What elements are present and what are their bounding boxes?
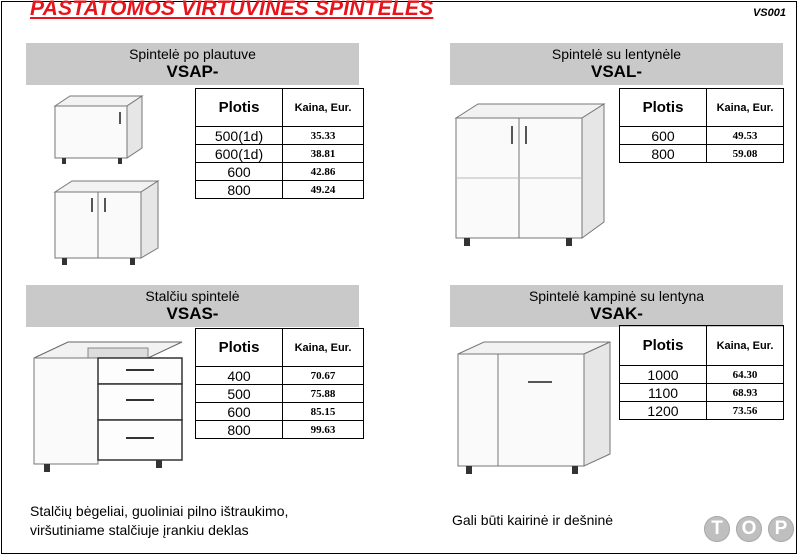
size-cell: 400	[196, 367, 283, 385]
price-cell: 73.56	[707, 402, 784, 420]
corner-cabinet-image	[454, 340, 614, 480]
drawers-note-line-1: Stalčių bėgeliai, guoliniai pilno ištraukimo,	[30, 503, 289, 519]
table-row	[620, 127, 784, 145]
column-header-size: Plotis	[196, 329, 283, 367]
price-cell: 49.53	[707, 127, 784, 145]
price-cell: 42.86	[283, 163, 364, 181]
price-cell: 35.33	[283, 127, 364, 145]
logo-letter-t: T	[704, 516, 730, 542]
section-header-vsal	[450, 43, 783, 85]
logo-letter-p: P	[768, 516, 794, 542]
table-row	[620, 402, 784, 420]
table-row	[196, 163, 364, 181]
drawer-cabinet-image	[28, 338, 188, 478]
size-cell: 500	[196, 385, 283, 403]
drawers-note	[30, 502, 288, 540]
price-table-vsap	[195, 88, 364, 199]
table-row	[196, 127, 364, 145]
section-subtitle: Stalčiu spintelė	[145, 288, 240, 304]
price-cell: 85.15	[283, 403, 364, 421]
section-subtitle: Spintelė po plautuve	[129, 46, 256, 62]
column-header-price: Kaina, Eur.	[707, 89, 784, 127]
column-header-size: Plotis	[196, 89, 283, 127]
price-table-vsas	[195, 328, 364, 439]
price-cell: 75.88	[283, 385, 364, 403]
table-row	[196, 385, 364, 403]
section-code: VSAK-	[590, 304, 643, 323]
column-header-size: Plotis	[620, 326, 707, 366]
price-table-vsak	[619, 325, 784, 420]
section-subtitle: Spintelė kampinė su lentyna	[528, 288, 705, 304]
column-header-price: Kaina, Eur.	[707, 326, 784, 366]
document-code: VS001	[752, 7, 786, 19]
section-header-vsap	[26, 43, 359, 85]
price-cell: 68.93	[707, 384, 784, 402]
size-cell: 800	[196, 421, 283, 439]
price-table-vsal	[619, 88, 784, 163]
table-row	[620, 145, 784, 163]
size-cell: 1000	[620, 366, 707, 384]
size-cell: 600	[620, 127, 707, 145]
table-row	[196, 403, 364, 421]
size-cell: 600	[196, 163, 283, 181]
section-code: VSAP-	[166, 62, 219, 81]
table-row	[620, 384, 784, 402]
table-row	[196, 145, 364, 163]
logo-letter-o: O	[736, 516, 762, 542]
top-logo	[704, 516, 794, 542]
sink-cabinet-two-door-image	[50, 178, 162, 268]
price-cell: 64.30	[707, 366, 784, 384]
size-cell: 600(1d)	[196, 145, 283, 163]
sink-cabinet-one-door-image	[50, 94, 145, 166]
page-title: PASTATOMOS VIRTUVINES SPINTELES	[30, 0, 434, 20]
price-cell: 49.24	[283, 181, 364, 199]
size-cell: 600	[196, 403, 283, 421]
section-code: VSAS-	[166, 304, 219, 323]
section-header-vsas	[26, 285, 359, 327]
table-row	[620, 366, 784, 384]
section-subtitle: Spintelė su lentynėle	[551, 46, 682, 62]
column-header-price: Kaina, Eur.	[283, 329, 364, 367]
price-cell: 38.81	[283, 145, 364, 163]
section-code: VSAL-	[591, 62, 642, 81]
size-cell: 800	[196, 181, 283, 199]
table-row	[196, 421, 364, 439]
drawers-note-line-2: viršutiniame stalčiuje įrankiu deklas	[30, 522, 249, 538]
corner-note: Gali būti kairinė ir dešninė	[452, 512, 614, 528]
shelf-cabinet-image	[448, 100, 608, 250]
table-row	[196, 367, 364, 385]
size-cell: 800	[620, 145, 707, 163]
size-cell: 500(1d)	[196, 127, 283, 145]
size-cell: 1200	[620, 402, 707, 420]
section-header-vsak	[450, 285, 783, 327]
price-cell: 70.67	[283, 367, 364, 385]
column-header-size: Plotis	[620, 89, 707, 127]
table-row	[196, 181, 364, 199]
price-cell: 59.08	[707, 145, 784, 163]
size-cell: 1100	[620, 384, 707, 402]
column-header-price: Kaina, Eur.	[283, 89, 364, 127]
price-cell: 99.63	[283, 421, 364, 439]
